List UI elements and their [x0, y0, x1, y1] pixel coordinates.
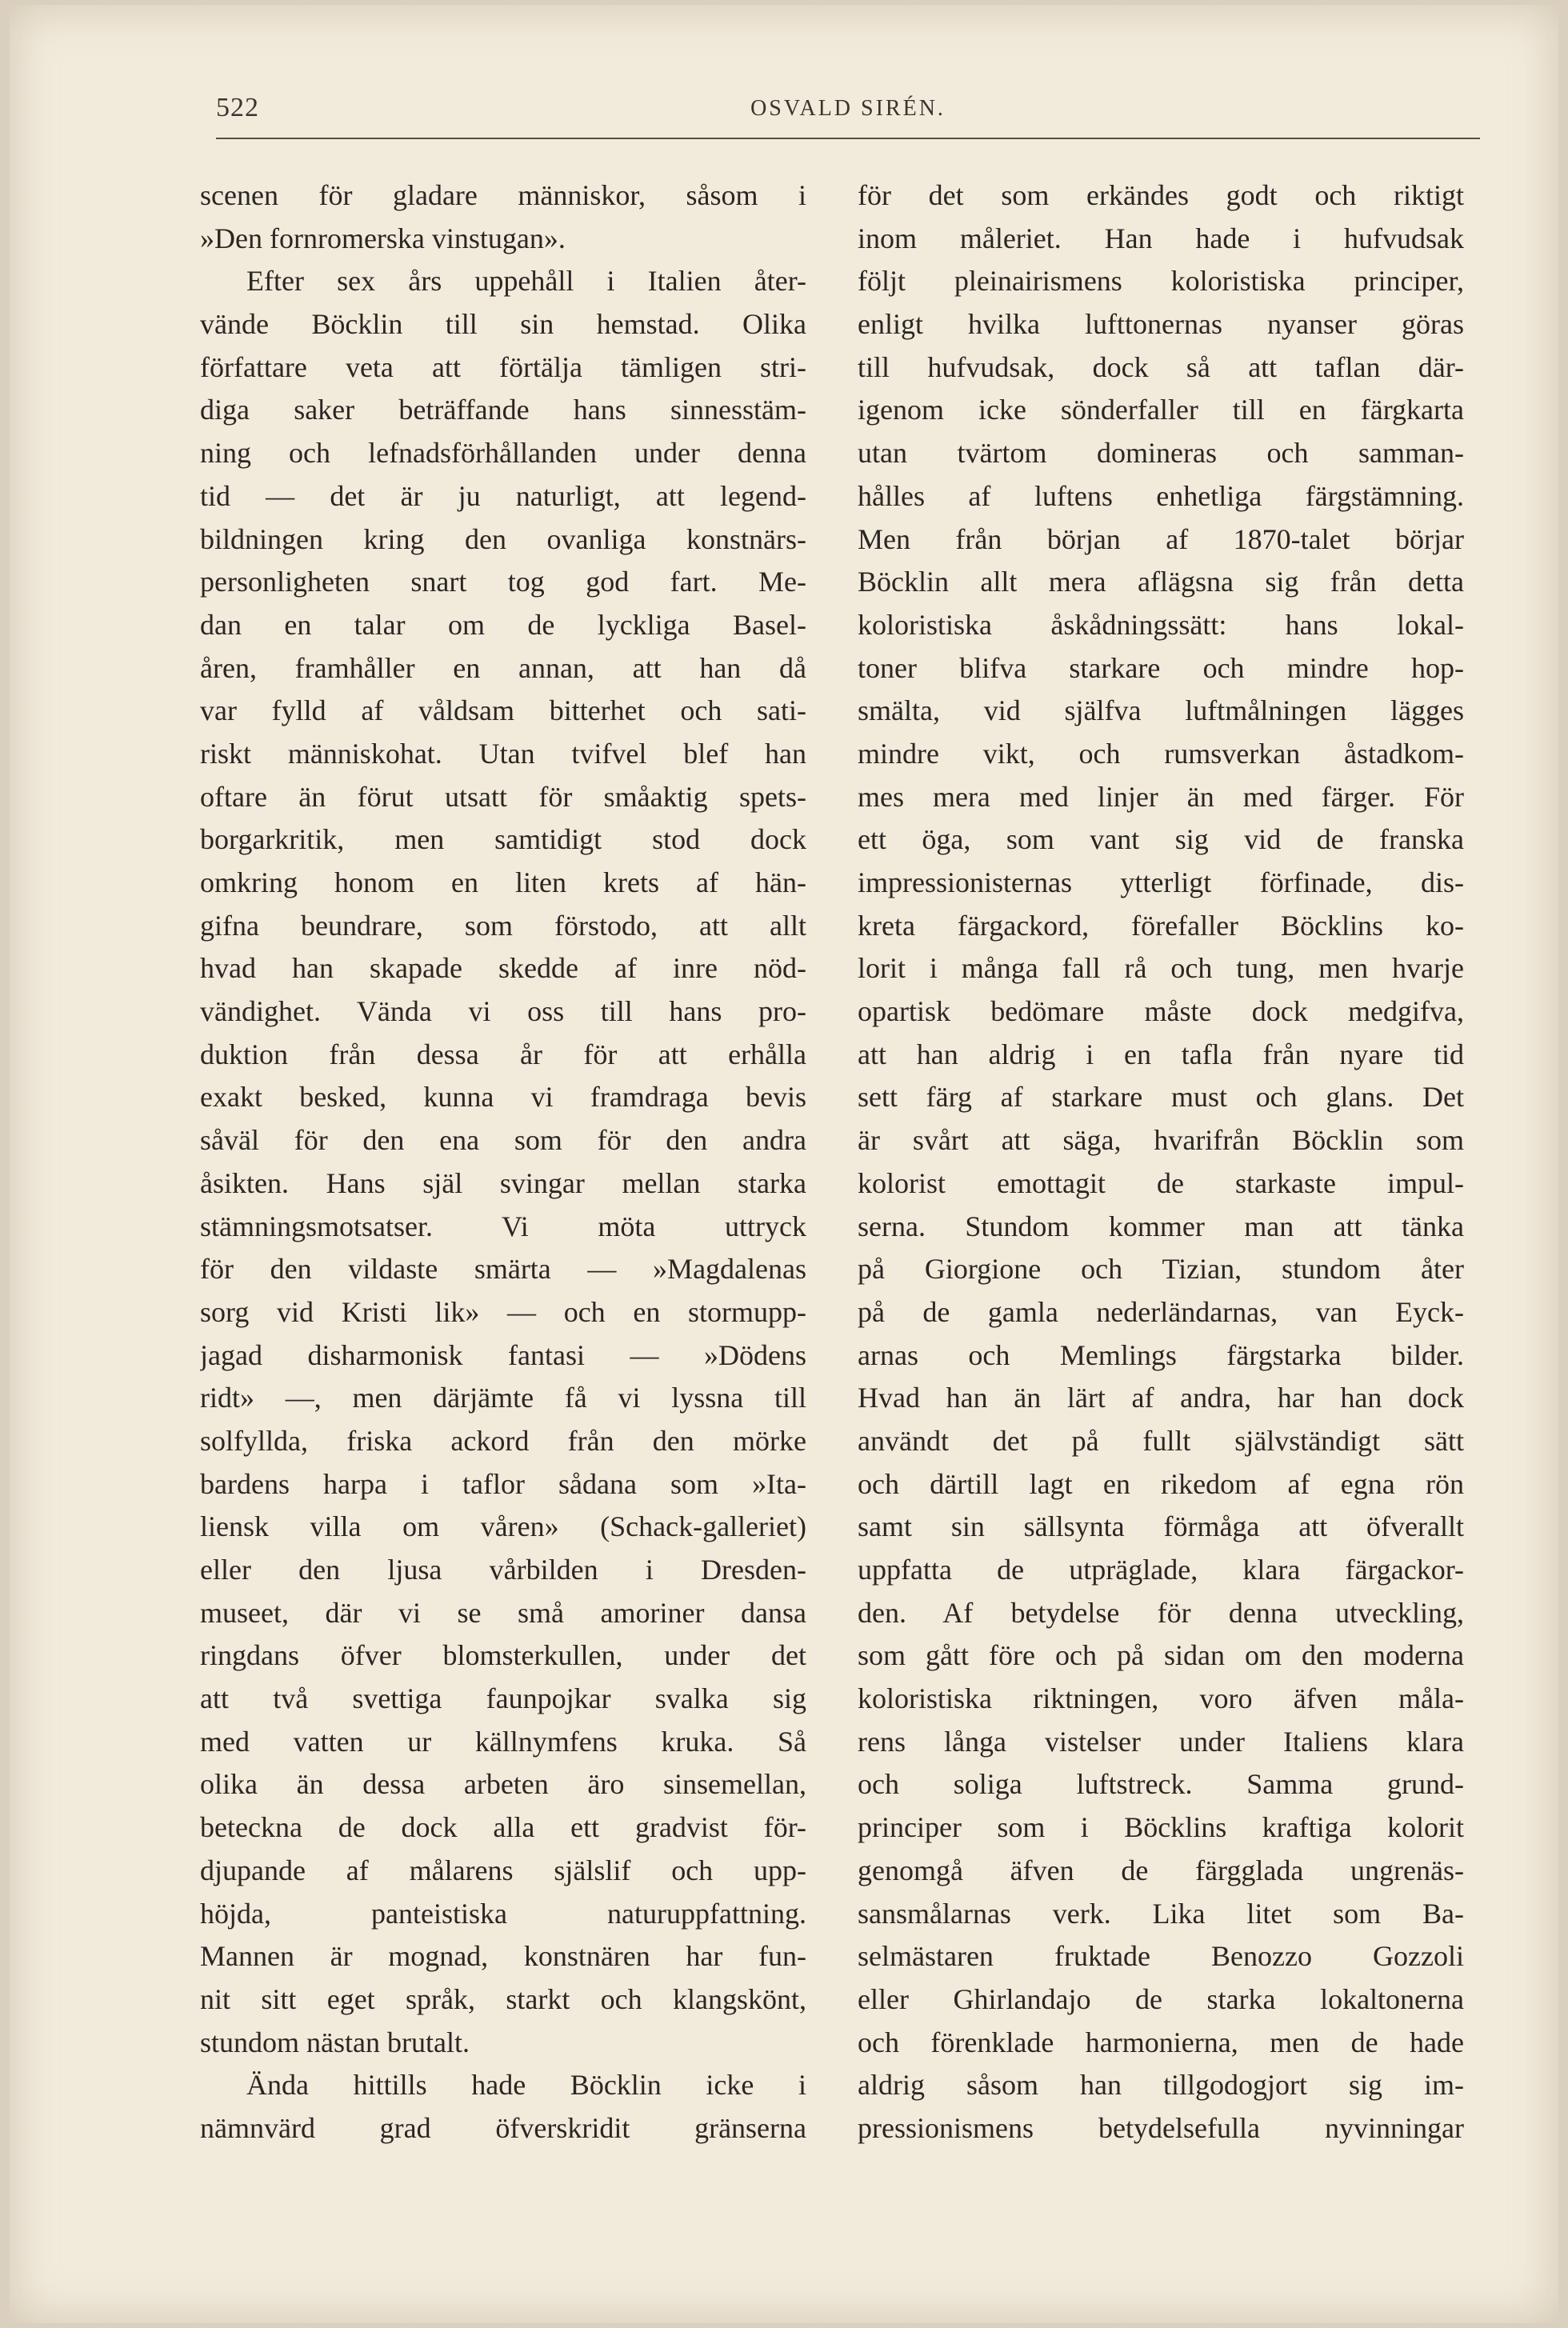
text-line: stundom nästan brutalt. — [200, 2026, 470, 2058]
text-column-left — [200, 174, 806, 2150]
text-line: museet, där vi se små amoriner dansa — [200, 1596, 806, 1629]
text-line: är svårt att säga, hvarifrån Böcklin som — [858, 1124, 1464, 1157]
text-line: till hufvudsak, dock så att taflan där- — [858, 350, 1464, 383]
text-line: kreta färgackord, förefaller Böcklins ko- — [858, 909, 1464, 942]
text-line: Ända hittills hade Böcklin icke i — [246, 2069, 806, 2102]
text-line: sansmålarnas verk. Lika litet som Ba- — [858, 1897, 1464, 1930]
text-line: med vatten ur källnymfens kruka. Så — [200, 1725, 806, 1758]
text-line: scenen för gladare människor, såsom i — [200, 179, 806, 211]
text-line: nit sitt eget språk, starkt och klangskönt, — [200, 1982, 806, 2015]
text-line: på Giorgione och Tizian, stundom åter — [858, 1253, 1464, 1286]
text-line: sett färg af starkare must och glans. Det — [858, 1081, 1464, 1114]
text-line: igenom icke sönderfaller till en färgkarta — [858, 394, 1464, 426]
text-line: impressionisternas ytterligt förfinade, dis- — [858, 866, 1464, 898]
text-line: beteckna de dock alla ett gradvist för- — [200, 1811, 806, 1844]
text-line: liensk villa om våren» (Schack-galleriet) — [200, 1510, 806, 1543]
text-line: bildningen kring den ovanliga konstnärs- — [200, 522, 806, 555]
text-line: riskt människohat. Utan tvifvel blef han — [200, 737, 806, 770]
text-line: åsikten. Hans själ svingar mellan starka — [200, 1166, 806, 1199]
text-line: jagad disharmonisk fantasi — »Dödens — [200, 1338, 806, 1371]
text-line: den. Af betydelse för denna utveckling, — [858, 1596, 1464, 1629]
text-line: användt det på fullt självständigt sätt — [858, 1424, 1464, 1457]
text-line: för det som erkändes godt och riktigt — [858, 179, 1464, 211]
text-line: »Den fornromerska vinstugan». — [200, 222, 566, 254]
text-line: utan tvärtom domineras och samman- — [858, 437, 1464, 470]
text-line: principer som i Böcklins kraftiga kolorit — [858, 1811, 1464, 1844]
text-line: Hvad han än lärt af andra, har han dock — [858, 1382, 1464, 1414]
text-line: eller den ljusa vårbilden i Dresden- — [200, 1554, 806, 1586]
text-line: författare veta att förtälja tämligen stri- — [200, 350, 806, 383]
text-line: aldrig såsom han tillgodogjort sig im- — [858, 2069, 1464, 2102]
running-head: OSVALD SIRÉN. — [750, 96, 946, 121]
text-line: var fylld af våldsam bitterhet och sati- — [200, 694, 806, 727]
text-line: som gått före och på sidan om den moderna — [858, 1639, 1464, 1672]
page-number: 522 — [216, 93, 259, 122]
text-line: koloristiska åskådningssätt: hans lokal- — [858, 608, 1464, 641]
text-line: vändighet. Vända vi oss till hans pro- — [200, 995, 806, 1028]
text-line: koloristiska riktningen, voro äfven måla- — [858, 1682, 1464, 1715]
text-line: kolorist emottagit de starkaste impul- — [858, 1166, 1464, 1199]
text-line: solfyllda, friska ackord från den mörke — [200, 1424, 806, 1457]
text-line: oftare än förut utsatt för småaktig spets- — [200, 780, 806, 813]
text-line: dan en talar om de lyckliga Basel- — [200, 608, 806, 641]
text-column-right — [858, 174, 1464, 2150]
text-line: och förenklade harmonierna, men de hade — [858, 2026, 1464, 2058]
text-line: sorg vid Kristi lik» — och en stormupp- — [200, 1295, 806, 1328]
text-line: höjda, panteistiska naturuppfattning. — [200, 1897, 806, 1930]
text-line: ett öga, som vant sig vid de franska — [858, 823, 1464, 856]
text-line: ning och lefnadsförhållanden under denna — [200, 437, 806, 470]
text-line: exakt besked, kunna vi framdraga bevis — [200, 1081, 806, 1114]
text-line: ridt» —, men därjämte få vi lyssna till — [200, 1382, 806, 1414]
text-line: stämningsmotsatser. Vi möta uttryck — [200, 1210, 806, 1242]
text-line: vände Böcklin till sin hemstad. Olika — [200, 308, 806, 341]
text-line: Efter sex års uppehåll i Italien åter- — [246, 265, 806, 298]
text-line: på de gamla nederländarnas, van Eyck- — [858, 1295, 1464, 1328]
text-line: lorit i många fall rå och tung, men hvarje — [858, 952, 1464, 985]
text-line: åren, framhåller en annan, att han då — [200, 651, 806, 684]
text-line: selmästaren fruktade Benozzo Gozzoli — [858, 1940, 1464, 1973]
text-line: Mannen är mognad, konstnären har fun- — [200, 1940, 806, 1973]
text-line: rens långa vistelser under Italiens klara — [858, 1725, 1464, 1758]
page-header — [216, 85, 1480, 141]
text-line: serna. Stundom kommer man att tänka — [858, 1210, 1464, 1242]
text-line: pressionismens betydelsefulla nyvinningar — [858, 2111, 1464, 2144]
text-line: omkring honom en liten krets af hän- — [200, 866, 806, 898]
text-line: ringdans öfver blomsterkullen, under det — [200, 1639, 806, 1672]
text-line: tid — det är ju naturligt, att legend- — [200, 479, 806, 512]
text-line: Böcklin allt mera aflägsna sig från detta — [858, 566, 1464, 598]
text-line: såväl för den ena som för den andra — [200, 1124, 806, 1157]
text-line: enligt hvilka lufttonernas nyanser göras — [858, 308, 1464, 341]
text-line: att han aldrig i en tafla från nyare tid — [858, 1038, 1464, 1070]
text-line: djupande af målarens själslif och upp- — [200, 1854, 806, 1886]
text-line: mindre vikt, och rumsverkan åstadkom- — [858, 737, 1464, 770]
text-line: inom måleriet. Han hade i hufvudsak — [858, 222, 1464, 254]
text-line: och därtill lagt en rikedom af egna rön — [858, 1467, 1464, 1500]
text-line: opartisk bedömare måste dock medgifva, — [858, 995, 1464, 1028]
text-line: för den vildaste smärta — »Magdalenas — [200, 1253, 806, 1286]
text-line: bardens harpa i taflor sådana som »Ita- — [200, 1467, 806, 1500]
text-line: samt sin sällsynta förmåga att öfverallt — [858, 1510, 1464, 1543]
text-line: nämnvärd grad öfverskridit gränserna — [200, 2111, 806, 2144]
text-line: mes mera med linjer än med färger. För — [858, 780, 1464, 813]
text-line: diga saker beträffande hans sinnesstäm- — [200, 394, 806, 426]
text-line: personligheten snart tog god fart. Me- — [200, 566, 806, 598]
text-line: duktion från dessa år för att erhålla — [200, 1038, 806, 1070]
text-line: gifna beundrare, som förstodo, att allt — [200, 909, 806, 942]
text-line: uppfatta de utpräglade, klara färgackor- — [858, 1554, 1464, 1586]
text-line: hvad han skapade skedde af inre nöd- — [200, 952, 806, 985]
text-line: hålles af luftens enhetliga färgstämning. — [858, 479, 1464, 512]
header-rule — [216, 138, 1480, 139]
text-line: smälta, vid själfva luftmålningen lägges — [858, 694, 1464, 727]
text-line: genomgå äfven de färgglada ungrenäs- — [858, 1854, 1464, 1886]
text-line: följt pleinairismens koloristiska principer, — [858, 265, 1464, 298]
text-line: och soliga luftstreck. Samma grund- — [858, 1768, 1464, 1801]
text-line: borgarkritik, men samtidigt stod dock — [200, 823, 806, 856]
text-line: toner blifva starkare och mindre hop- — [858, 651, 1464, 684]
text-line: arnas och Memlings färgstarka bilder. — [858, 1338, 1464, 1371]
text-line: att två svettiga faunpojkar svalka sig — [200, 1682, 806, 1715]
text-line: eller Ghirlandajo de starka lokaltonerna — [858, 1982, 1464, 2015]
text-line: Men från början af 1870-talet börjar — [858, 522, 1464, 555]
text-line: olika än dessa arbeten äro sinsemellan, — [200, 1768, 806, 1801]
